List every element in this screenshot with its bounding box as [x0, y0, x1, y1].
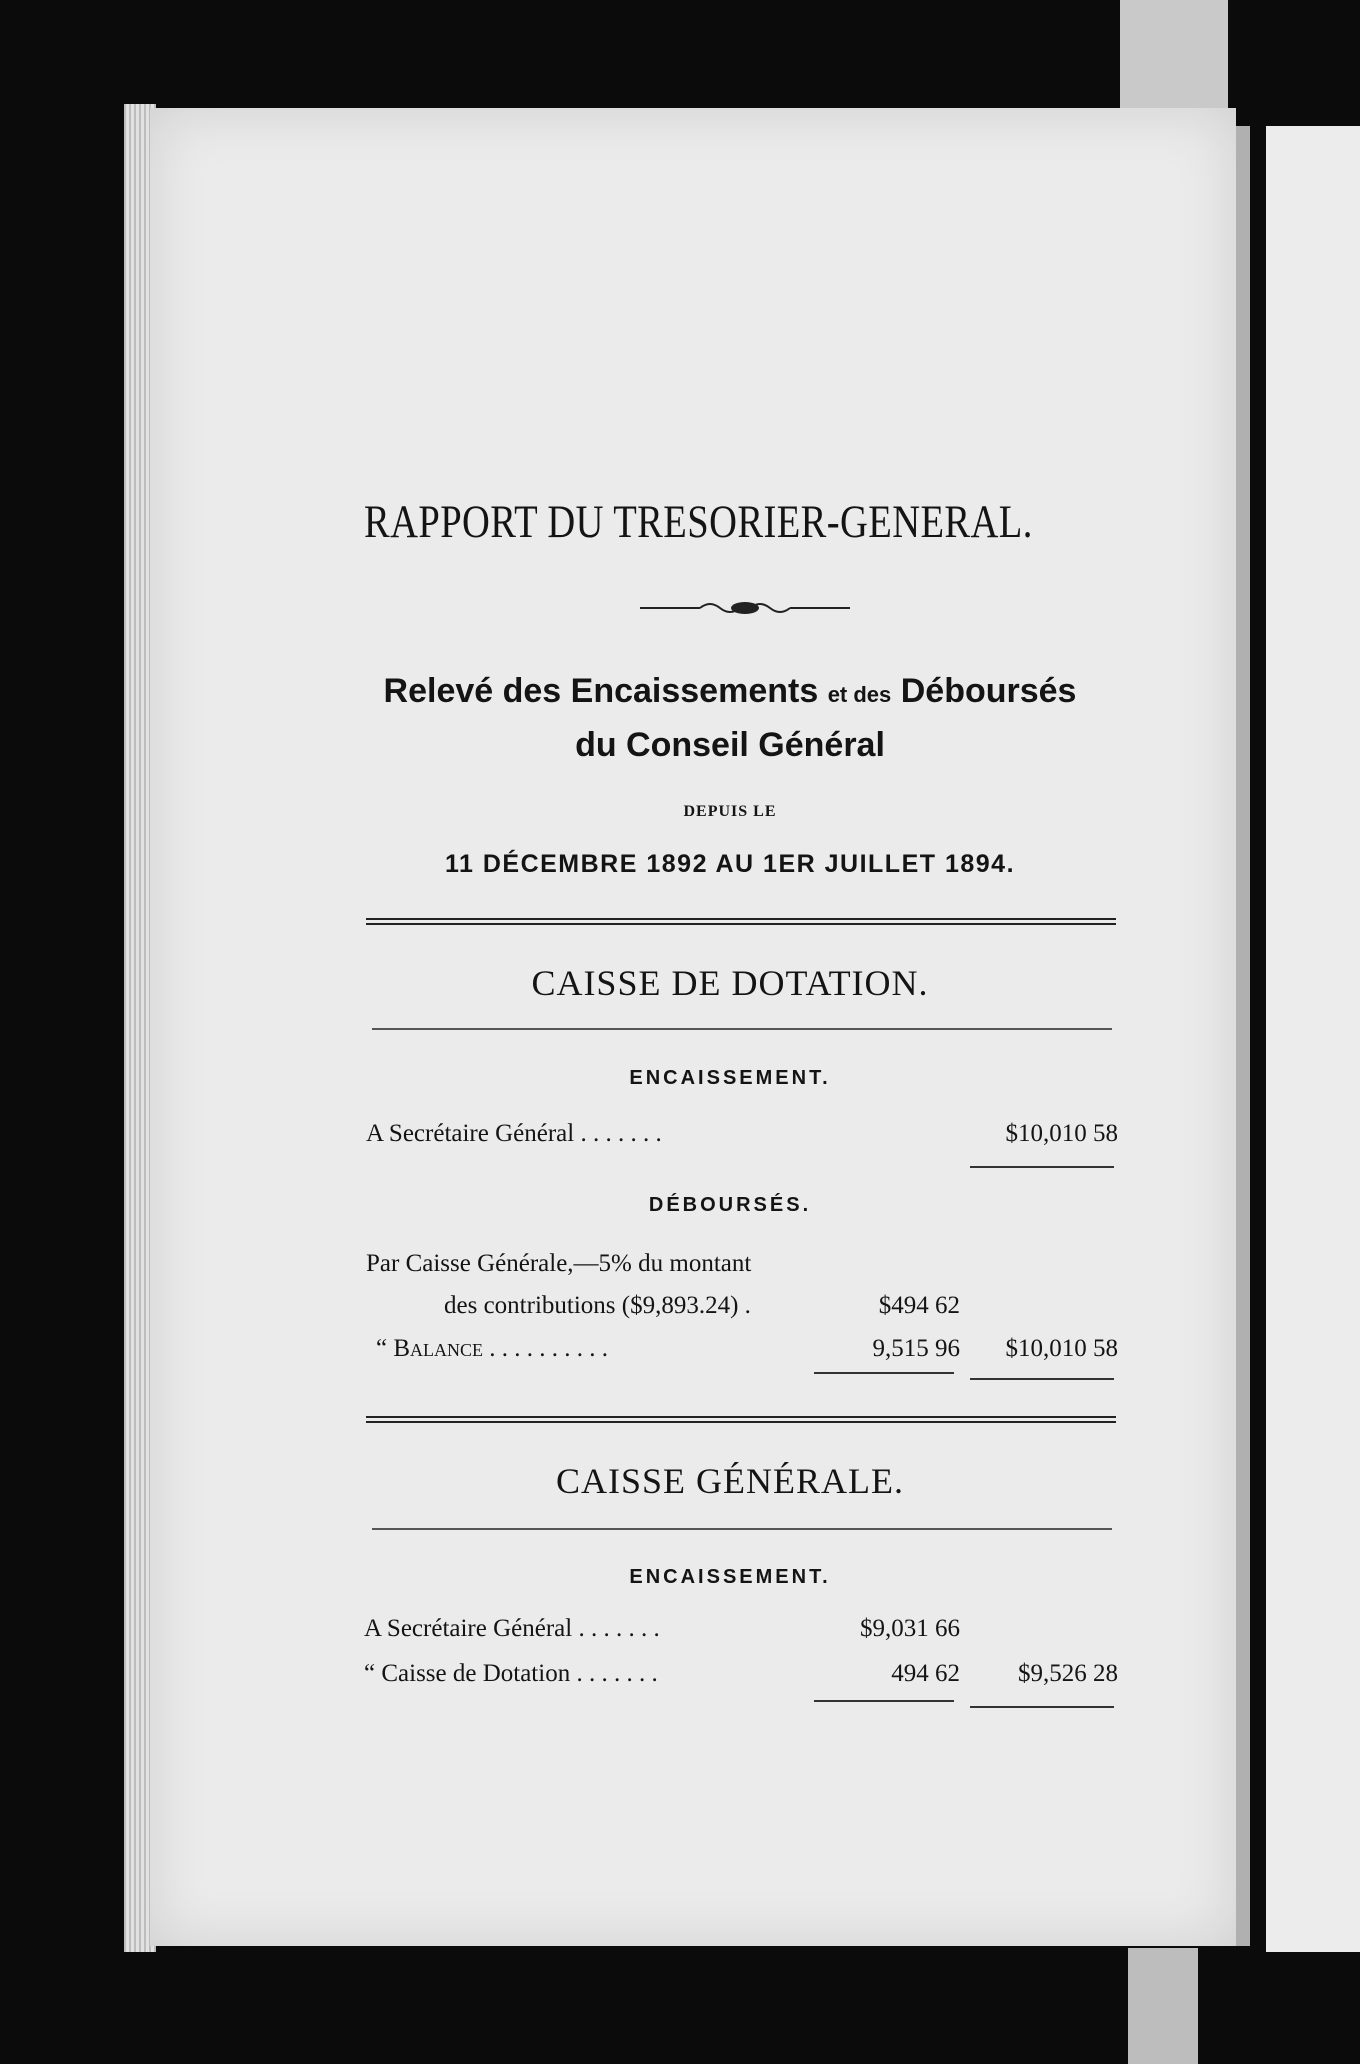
- amount-underline: [970, 1378, 1114, 1380]
- total-amount: $10,010 58: [1005, 1335, 1118, 1362]
- double-rule: [366, 918, 1116, 925]
- encaissement-heading: ENCAISSEMENT.: [629, 1067, 831, 1089]
- entry-amount: 9,515 96: [872, 1335, 960, 1362]
- subtitle-conseil: du Conseil Général: [575, 726, 885, 764]
- debourses-heading: DÉBOURSÉS.: [648, 1194, 812, 1216]
- leader-dots: . . . . . . . . . .: [489, 1335, 609, 1362]
- subtitle-encaissements: Relevé des Encaissements: [383, 672, 819, 710]
- double-rule: [366, 1416, 1116, 1423]
- paper-tab-bottom: [1128, 1948, 1198, 2064]
- entry-caisse-generale: Par Caisse Générale,—5% du montant: [366, 1250, 752, 1277]
- balance-label: Balance: [393, 1335, 484, 1362]
- report-subtitle: [300, 666, 1160, 770]
- encaissement-heading: ENCAISSEMENT.: [629, 1566, 831, 1588]
- entry-secretaire-general: A Secrétaire Général . . . . . . .: [366, 1120, 662, 1147]
- amount-underline: [814, 1700, 954, 1702]
- section-heading-generale: CAISSE GÉNÉRALE.: [556, 1461, 904, 1501]
- entry-caisse-dotation: “ Caisse de Dotation . . . . . . .: [364, 1660, 658, 1687]
- entry-contributions: des contributions ($9,893.24) .: [444, 1292, 751, 1319]
- adjacent-page: [1266, 126, 1360, 1952]
- ornament-divider: [640, 598, 850, 618]
- amount-underline: [970, 1166, 1114, 1168]
- section-rule: [372, 1528, 1112, 1530]
- total-amount: $9,526 28: [1018, 1660, 1118, 1687]
- page-title: RAPPORT DU TRESORIER-GENERAL.: [364, 496, 1033, 548]
- amount-underline: [970, 1706, 1114, 1708]
- entry-amount: $9,031 66: [860, 1615, 960, 1642]
- entry-amount: $494 62: [878, 1292, 960, 1319]
- entry-balance: [376, 1335, 608, 1363]
- paper-tab-top: [1120, 0, 1228, 118]
- subtitle-debourses: Déboursés: [900, 672, 1077, 710]
- amount-underline: [814, 1372, 954, 1374]
- section-heading-dotation: CAISSE DE DOTATION.: [531, 963, 929, 1003]
- entry-amount: 494 62: [891, 1660, 960, 1687]
- subtitle-et-des: et des: [827, 682, 892, 707]
- date-range: 11 DÉCEMBRE 1892 AU 1ER JUILLET 1894.: [444, 850, 1016, 878]
- ditto-mark: “: [376, 1335, 388, 1362]
- entry-secretaire-general: A Secrétaire Général . . . . . . .: [364, 1615, 660, 1642]
- entry-amount: $10,010 58: [1005, 1120, 1118, 1147]
- depuis-label: DEPUIS LE: [683, 803, 777, 820]
- section-rule: [372, 1028, 1112, 1030]
- page-right-edge: [1236, 126, 1250, 1946]
